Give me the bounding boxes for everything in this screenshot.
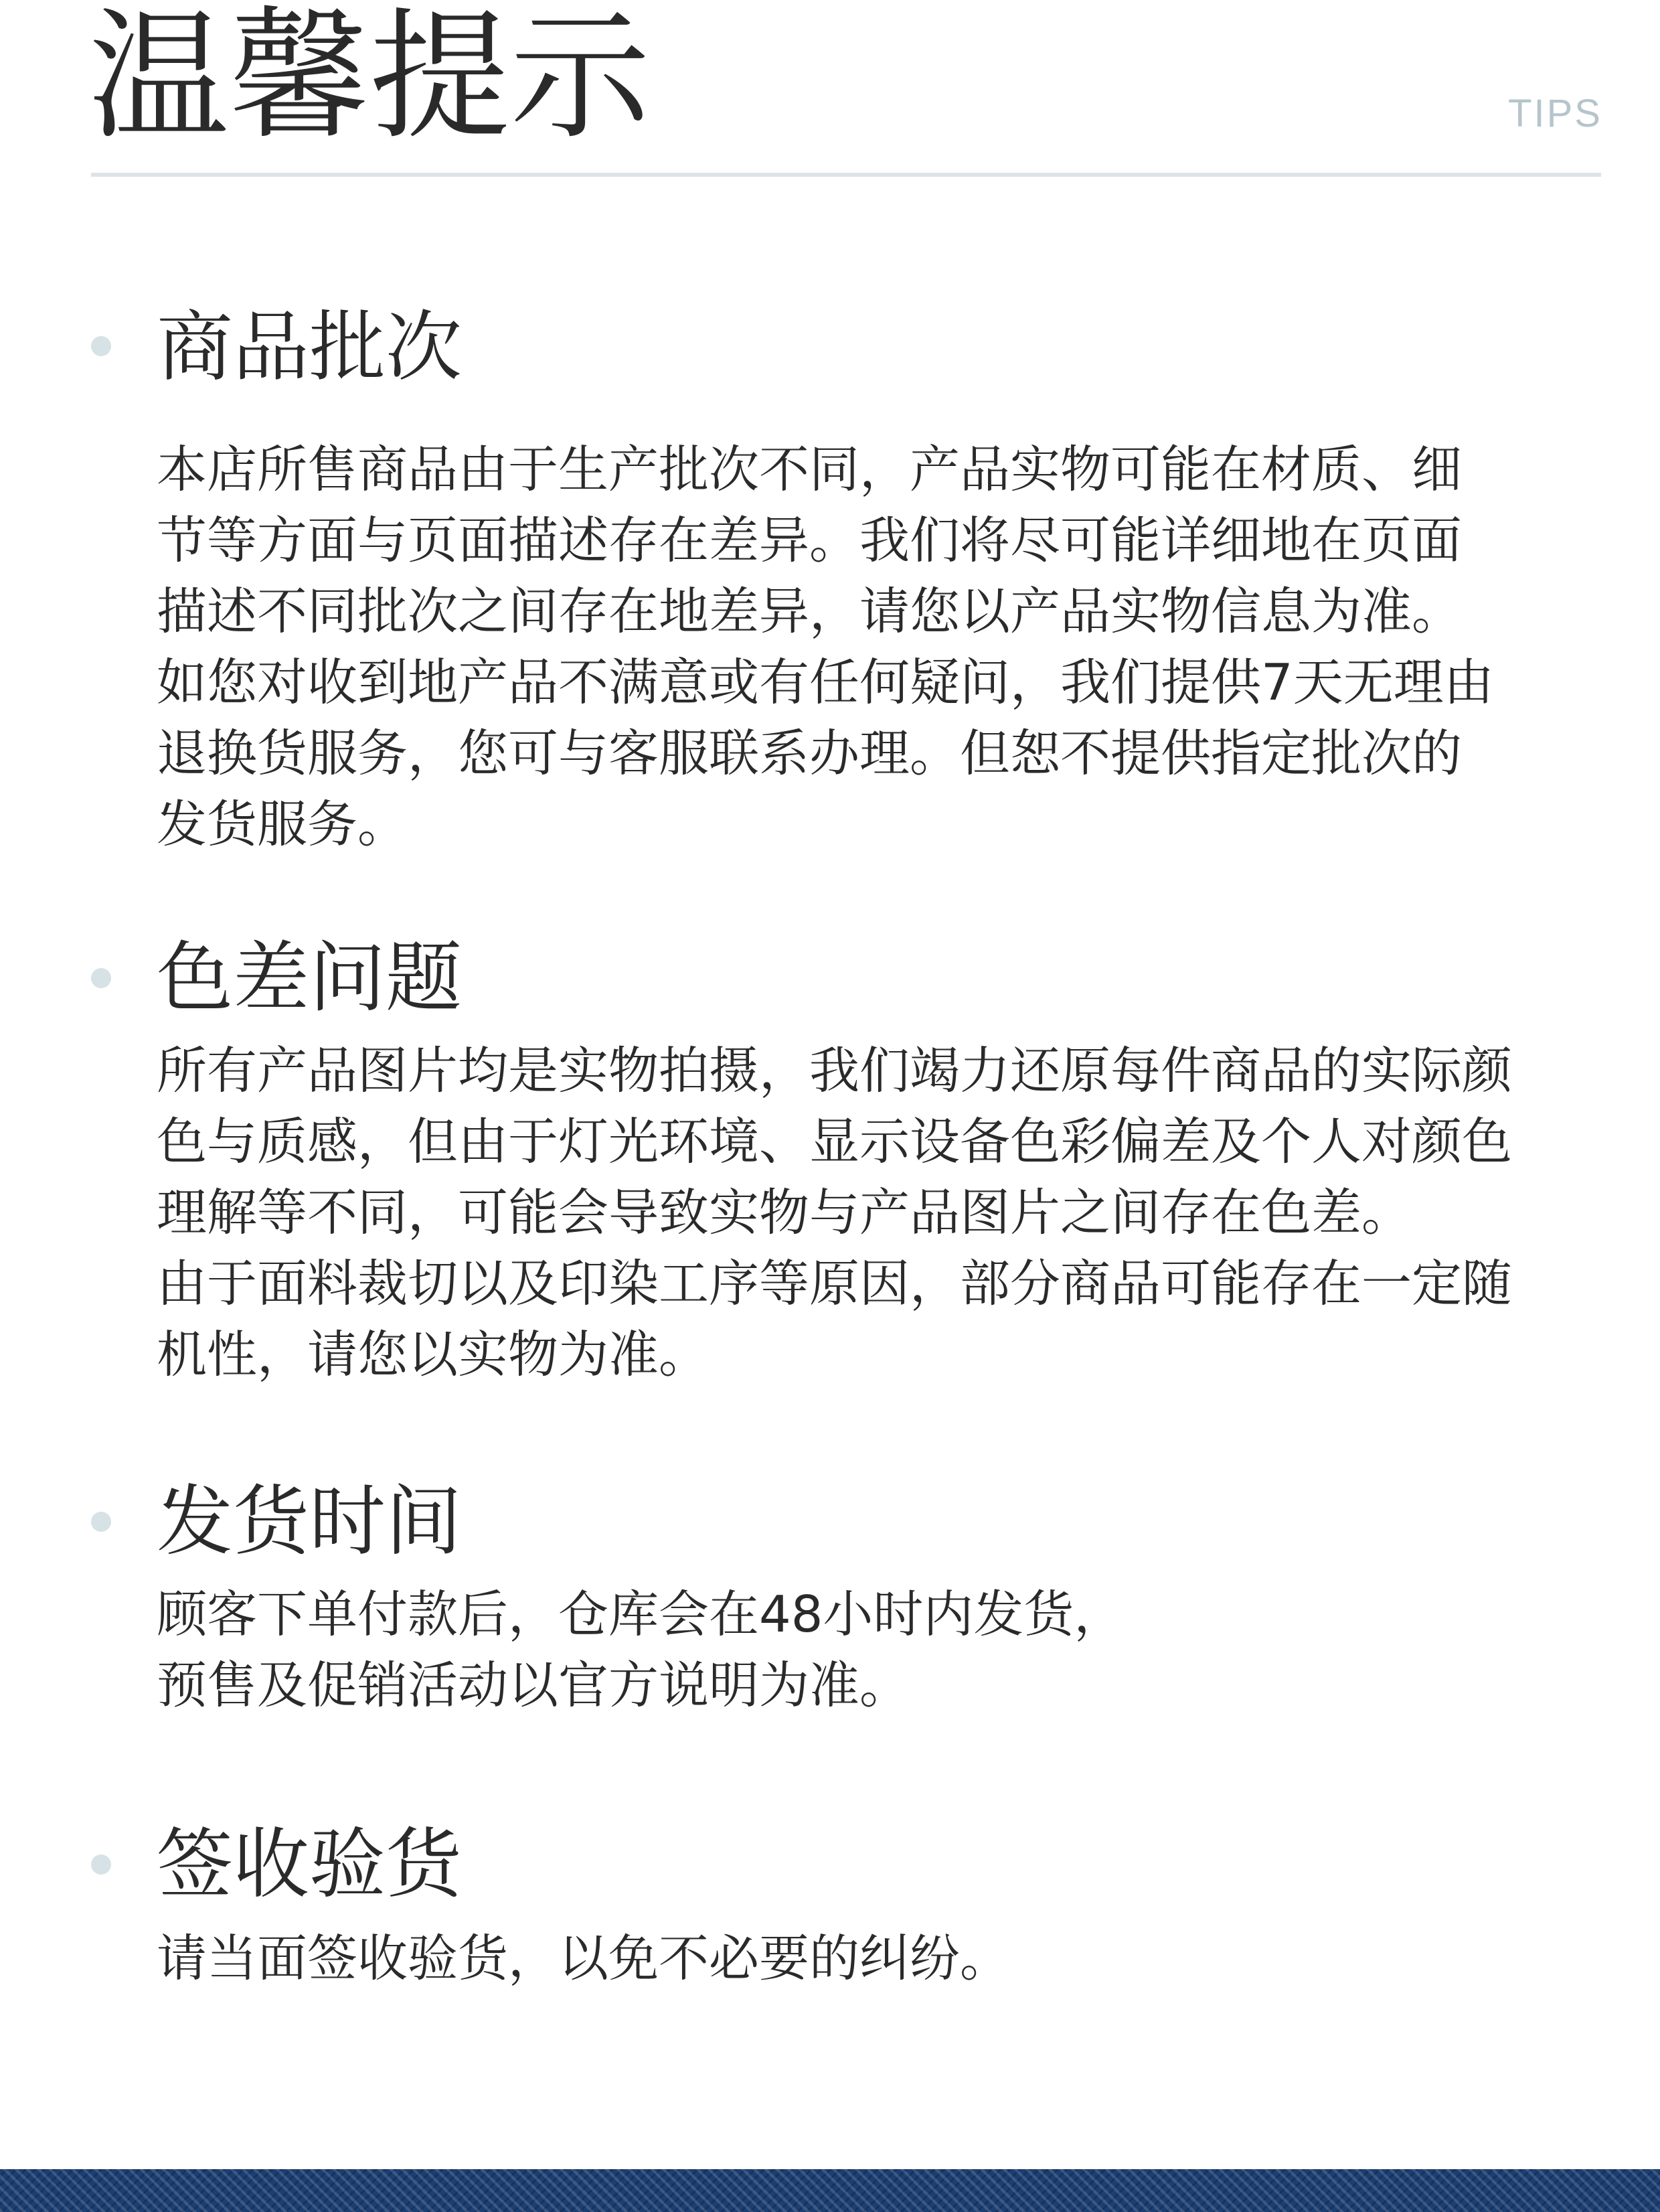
- section-body: [157, 1035, 1602, 1390]
- body-line: 理解等不同，可能会导致实物与产品图片之间存在色差。: [157, 1183, 1412, 1242]
- section-body: [157, 1923, 1602, 1994]
- bullet-dot: [91, 336, 111, 356]
- body-line: 发货服务。: [157, 795, 408, 854]
- body-line: 机性，请您以实物为准。: [157, 1325, 710, 1384]
- bullet-dot: [91, 1854, 111, 1875]
- page-title: 温馨提示: [88, 0, 651, 159]
- body-line: 节等方面与页面描述存在差异。我们将尽可能详细地在页面: [157, 511, 1463, 570]
- section-heading: 商品批次: [157, 303, 463, 392]
- body-line: 退换货服务，您可与客服联系办理。但恕不提供指定批次的: [157, 724, 1463, 783]
- section-heading: 色差问题: [157, 933, 463, 1022]
- denim-footer-band: [0, 2169, 1660, 2212]
- tips-label: TIPS: [1508, 92, 1602, 135]
- title-divider: [91, 173, 1601, 177]
- body-line: 由于面料裁切以及印染工序等原因，部分商品可能存在一定随: [157, 1254, 1513, 1313]
- section-body: [157, 1579, 1602, 1721]
- bullet-dot: [91, 1512, 111, 1532]
- bullet-dot: [91, 968, 111, 988]
- body-line: 预售及促销活动以官方说明为准。: [157, 1656, 910, 1715]
- body-line: 如您对收到地产品不满意或有任何疑问，我们提供7天无理由: [157, 653, 1494, 712]
- body-line: 本店所售商品由于生产批次不同，产品实物可能在材质、细: [157, 440, 1463, 499]
- body-line: 请当面签收验货，以免不必要的纠纷。: [157, 1929, 1011, 1988]
- section-body: [157, 434, 1602, 860]
- body-line: 顾客下单付款后，仓库会在48小时内发货，: [157, 1585, 1125, 1644]
- section-heading: 签收验货: [157, 1820, 463, 1909]
- body-line: 色与质感，但由于灯光环境、显示设备色彩偏差及个人对颜色: [157, 1112, 1513, 1171]
- body-line: 所有产品图片均是实物拍摄，我们竭力还原每件商品的实际颜: [157, 1041, 1513, 1100]
- body-line: 描述不同批次之间存在地差异，请您以产品实物信息为准。: [157, 582, 1463, 641]
- section-heading: 发货时间: [157, 1477, 463, 1566]
